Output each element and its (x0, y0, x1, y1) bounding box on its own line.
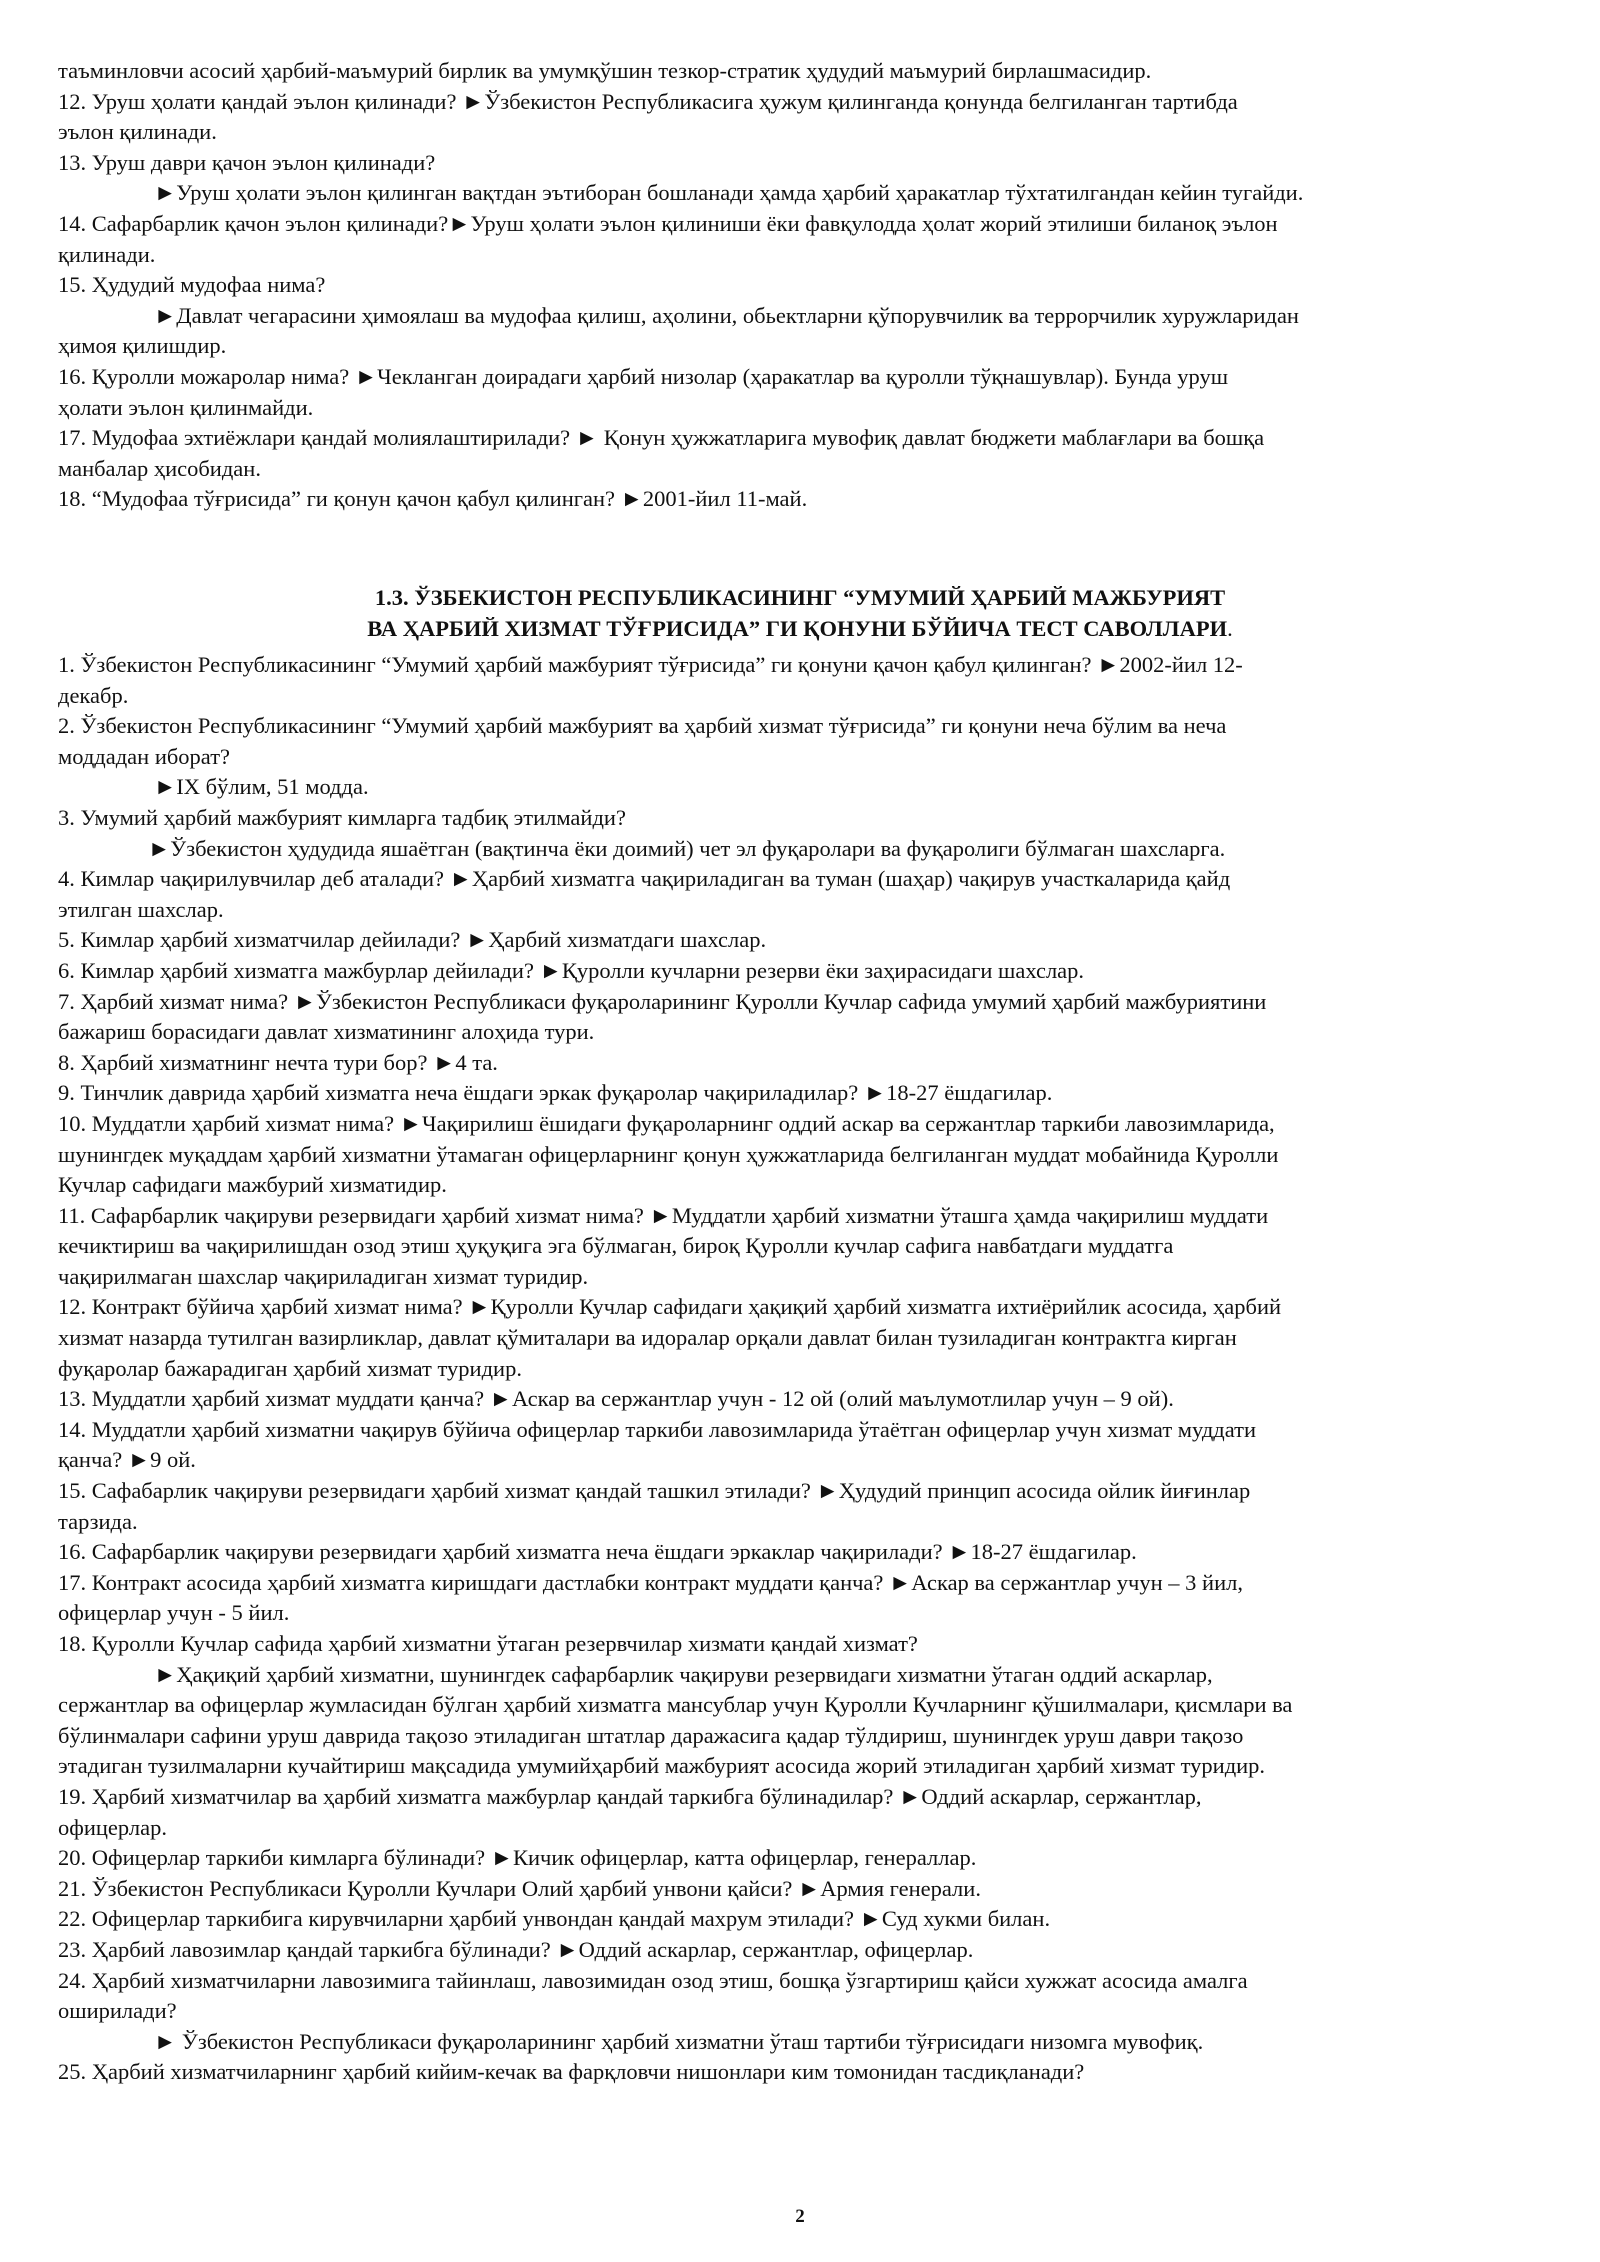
text-line: 13. Уруш даври қачон эълон қилинади? (58, 149, 436, 175)
text-line: бажариш борасидаги давлат хизматининг алоҳида тури. (58, 1019, 595, 1045)
text-line: 24. Ҳарбий хизматчиларни лавозимига тайинлаш, лавозимидан озод этиш, бошқа ўзгартириш қайси хужжат асосида амалга (58, 1967, 1248, 1993)
text-line: ҳолати эълон қилинмайди. (58, 394, 314, 420)
text-line: 19. Ҳарбий хизматчилар ва ҳарбий хизматга мажбурлар қандай таркибга бўлинадилар? ►Оддий аскарлар, сержантлар, (58, 1783, 1202, 1809)
text-line: офицерлар учун - 5 йил. (58, 1600, 290, 1626)
test-questions-block (58, 650, 1542, 2088)
text-line: сержантлар ва офицерлар жумласидан бўлган ҳарбий хизматга мансублар учун Қуролли Кучларнинг қўшилмалари, қисмлари ва (58, 1692, 1293, 1718)
text-line: тарзида. (58, 1508, 138, 1534)
text-line: 12. Уруш ҳолати қандай эълон қилинади? ►Ўзбекистон Республикасига ҳужум қилинганда қонунда белгиланган тартибда (58, 88, 1238, 114)
section-heading-line-2-text: ВА ҲАРБИЙ ХИЗМАТ ТЎҒРИСИДА” ГИ ҚОНУНИ БЎЙИЧА ТЕСТ САВОЛЛАРИ (367, 615, 1228, 641)
text-line: 16. Қуролли можаролар нима? ►Чекланган доирадаги ҳарбий низолар (ҳаракатлар ва қуролли тўқнашувлар). Бунда уруш (58, 363, 1229, 389)
text-line: қилинади. (58, 241, 156, 267)
text-line: ҳимоя қилишдир. (58, 333, 227, 359)
text-line: ►Ҳақиқий ҳарбий хизматни, шунингдек сафарбарлик чақируви резервидаги хизматни ўтаган оддий аскарлар, (154, 1661, 1213, 1687)
text-line: ► Ўзбекистон Республикаси фуқароларининг ҳарбий хизматни ўташ тартиби тўғрисидаги низомга мувофиқ. (154, 2028, 1204, 2054)
text-line: ►Ўзбекистон ҳудудида яшаётган (вақтинча ёки доимий) чет эл фуқаролари ва фуқаролиги бўлмаган шахсларга. (148, 835, 1226, 861)
text-line: 22. Офицерлар таркибига кирувчиларни ҳарбий унвондан қандай махрум этилади? ►Суд хукми билан. (58, 1906, 1051, 1932)
text-line: 18. Қуролли Кучлар сафида ҳарбий хизматни ўтаган резервчилар хизмати қандай хизмат? (58, 1631, 918, 1656)
text-line: 17. Контракт асосида ҳарбий хизматга киришдаги дастлабки контракт муддати қанча? ►Аскар ва сержантлар учун – 3 йил, (58, 1569, 1243, 1595)
text-line: хизмат назарда тутилган вазирликлар, давлат қўмиталари ва идоралар орқали давлат билан тузиладиган контрактга кирган (58, 1325, 1237, 1351)
text-line: 25. Ҳарбий хизматчиларнинг ҳарбий кийим-кечак ва фарқловчи нишонлари ким томонидан тасдиқланади? (58, 2059, 1085, 2085)
text-line: фуқаролар бажарадиган ҳарбий хизмат туридир. (58, 1355, 522, 1381)
section-heading-line-2 (58, 614, 1542, 645)
page-number: 2 (795, 2206, 805, 2227)
continued-questions-block (58, 56, 1542, 515)
text-line: 12. Контракт бўйича ҳарбий хизмат нима? ►Қуролли Кучлар сафидаги ҳақиқий ҳарбий хизматга ихтиёрийлик асосида, ҳарбий (58, 1294, 1282, 1320)
text-line: 9. Тинчлик даврида ҳарбий хизматга неча ёшдаги эркак фуқаролар чақириладилар? ►18-27 ёшдагилар. (58, 1080, 1053, 1106)
text-line: ►Давлат чегарасини ҳимоялаш ва мудофаа қилиш, аҳолини, обьектларни қўпорувчилик ва террорчилик хуружларидан (154, 302, 1299, 328)
text-line: кечиктириш ва чақирилишдан озод этиш ҳуқуқига эга бўлмаган, бироқ Қуролли кучлар сафига навбатдаги муддатга (58, 1233, 1174, 1259)
text-line: шунингдек муқаддам ҳарбий хизматни ўтамаган офицерларнинг қонун ҳужжатларида белгиланган муддат мобайнида Қуролли (58, 1141, 1279, 1167)
text-line: 14. Муддатли ҳарбий хизматни чақирув бўйича офицерлар таркиби лавозимларида ўтаётган офицерлар учун хизмат муддати (58, 1416, 1257, 1442)
text-line: 17. Мудофаа эхтиёжлари қандай молиялаштирилади? ► Қонун ҳужжатларига мувофиқ давлат бюджети маблағлари ва бошқа (58, 425, 1265, 451)
text-line: 13. Муддатли ҳарбий хизмат муддати қанча? ►Аскар ва сержантлар учун - 12 ой (олий маълумотлилар учун – 9 ой). (58, 1386, 1174, 1412)
section-heading (58, 583, 1542, 644)
text-line: Кучлар сафидаги мажбурий хизматидир. (58, 1172, 447, 1198)
text-line: этадиган тузилмаларни кучайтириш мақсадида умумийҳарбий мажбурият асосида жорий этиладиган ҳарбий хизмат туридир. (58, 1753, 1266, 1779)
section-heading-line-1: 1.3. ЎЗБЕКИСТОН РЕСПУБЛИКАСИНИНГ “УМУМИЙ ҲАРБИЙ МАЖБУРИЯТ (374, 585, 1226, 610)
text-line: 1. Ўзбекистон Республикасининг “Умумий ҳарбий мажбурият тўғрисида” ги қонуни қачон қабул қилинган? ►2002-йил 12- (58, 652, 1243, 677)
text-line: 15. Ҳудудий мудофаа нима? (58, 272, 326, 298)
text-line: 7. Ҳарбий хизмат нима? ►Ўзбекистон Республикаси фуқароларининг Қуролли Кучлар сафида умумий ҳарбий мажбуриятини (58, 988, 1267, 1014)
text-line: 18. “Мудофаа тўғрисида” ги қонун қачон қабул қилинган? ►2001-йил 11-май. (58, 486, 808, 512)
section-heading-period: . (1227, 615, 1233, 641)
text-line: 14. Сафарбарлик қачон эълон қилинади?►Уруш ҳолати эълон қилиниши ёки фавқулодда ҳолат жорий этилиши биланоқ эълон (58, 210, 1278, 236)
text-line: чақирилмаган шахслар чақириладиган хизмат туридир. (58, 1263, 589, 1289)
text-line: 6. Кимлар ҳарбий хизматга мажбурлар дейилади? ►Қуролли кучларни резерви ёки заҳирасидаги шахслар. (58, 957, 1085, 983)
text-line: бўлинмалари сафини уруш даврида тақозо этиладиган штатлар даражасига қадар тўлдириш, шунингдек уруш даври тақозо (58, 1722, 1244, 1748)
text-line: 4. Кимлар чақирилувчилар деб аталади? ►Ҳарбий хизматга чақириладиган ва туман (шаҳар) чақирув участкаларида қайд (58, 866, 1231, 892)
text-line: офицерлар. (58, 1814, 167, 1840)
text-line: ►Уруш ҳолати эълон қилинган вақтдан эътиборан бошланади ҳамда ҳарбий ҳаракатлар тўхтатилгандан кейин тугайди. (154, 180, 1304, 206)
text-line: 23. Ҳарбий лавозимлар қандай таркибга бўлинади? ►Оддий аскарлар, сержантлар, офицерлар. (58, 1936, 974, 1962)
text-line: 2. Ўзбекистон Республикасининг “Умумий ҳарбий мажбурият ва ҳарбий хизмат тўғрисида” ги қонуни неча бўлим ва неча (58, 713, 1227, 739)
text-line: 16. Сафарбарлик чақируви резервидаги ҳарбий хизматга неча ёшдаги эркаклар чақирилади? ►18-27 ёшдагилар. (58, 1539, 1137, 1565)
text-line: 8. Ҳарбий хизматнинг нечта тури бор? ►4 та. (58, 1049, 498, 1075)
text-line: 15. Сафабарлик чақируви резервидаги ҳарбий хизмат қандай ташкил этилади? ►Ҳудудий принцип асосида ойлик йиғинлар (58, 1478, 1251, 1504)
text-line: 21. Ўзбекистон Республикаси Қуролли Кучлари Олий ҳарбий унвони қайси? ►Армия генерали. (58, 1875, 981, 1901)
text-line: 20. Офицерлар таркиби кимларга бўлинади? ►Кичик офицерлар, катта офицерлар, генераллар. (58, 1845, 977, 1871)
text-line: манбалар ҳисобидан. (58, 455, 261, 481)
text-line: этилган шахслар. (58, 896, 224, 922)
text-line: 11. Сафарбарлик чақируви резервидаги ҳарбий хизмат нима? ►Муддатли ҳарбий хизматни ўташга ҳамда чақирилиш муддати (58, 1202, 1269, 1228)
text-line: моддадан иборат? (58, 743, 231, 769)
text-line: оширилади? (58, 1998, 177, 2024)
text-line: 3. Умумий ҳарбий мажбурият кимларга тадбиқ этилмайди? (58, 804, 626, 830)
text-line: декабр. (58, 682, 129, 708)
text-line: қанча? ►9 ой. (58, 1447, 196, 1473)
text-line: эълон қилинади. (58, 119, 217, 145)
text-line: таъминловчи асосий ҳарбий-маъмурий бирлик ва умумқўшин тезкор-стратик ҳудудий маъмурий бирлашмасидир. (58, 58, 1152, 83)
text-line: ►IX бўлим, 51 модда. (154, 774, 369, 800)
text-line: 10. Муддатли ҳарбий хизмат нима? ►Чақирилиш ёшидаги фуқароларнинг оддий аскар ва сержантлар таркиби лавозимларида, (58, 1110, 1275, 1136)
text-line: 5. Кимлар ҳарбий хизматчилар дейилади? ►Ҳарбий хизматдаги шахслар. (58, 927, 767, 953)
